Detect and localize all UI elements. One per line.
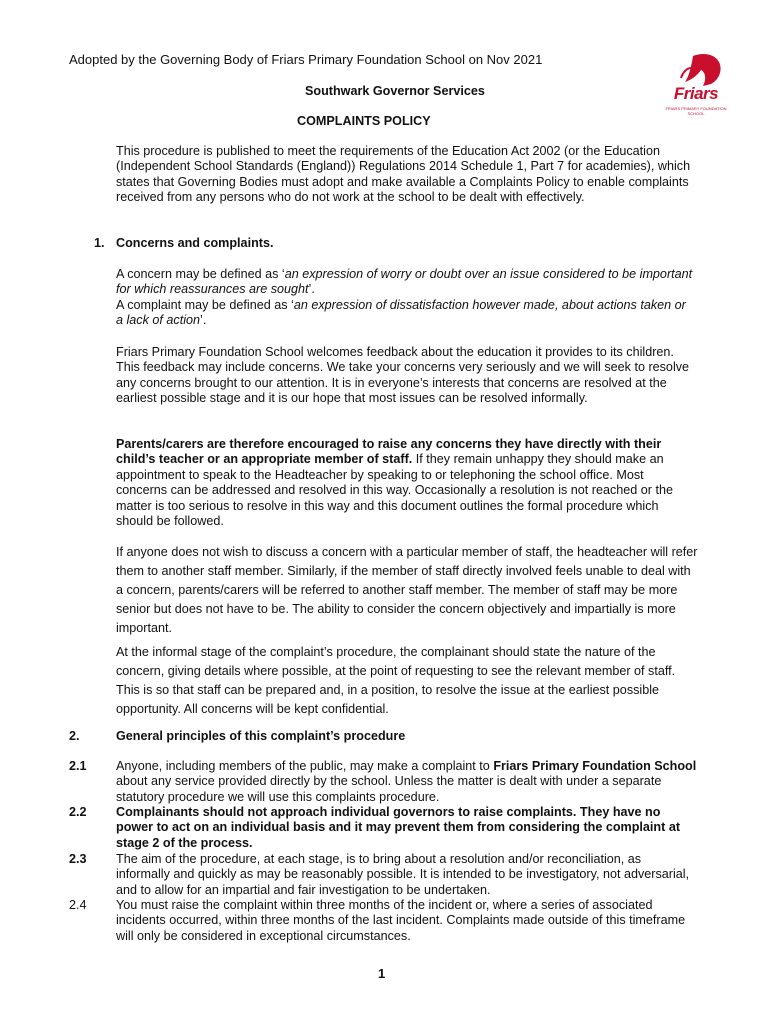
section-2-number: 2. <box>69 729 80 743</box>
section-1-heading: Concerns and complaints. <box>116 236 274 250</box>
parents-paragraph: Parents/carers are therefore encouraged to raise any concerns they have directly with their child’s teacher or an appropriate member of staff. If they remain unhappy they should make an appointment to speak to the Headteacher by speaking to or telephoning the school office. Most concerns can be addressed and resolved in this way. Occasionally a resolution is not reached or the matter is too serious to resolve in this way and this document outlines the formal procedure which should be followed. <box>116 437 674 529</box>
item-2-4-number: 2.4 <box>69 898 87 912</box>
concern-definition: A concern may be defined as ‘an expression of worry or doubt over an issue considered to be important for which reassurances are sought’. A complaint may be defined as ‘an expression of dissatisfaction however made, about actions taken or a lack of action’. <box>116 267 693 328</box>
page-title: COMPLAINTS POLICY <box>297 114 431 128</box>
school-logo <box>663 50 733 120</box>
welcome-paragraph: Friars Primary Foundation School welcomes feedback about the education it provides to its children. This feedback may include concerns. We take your concerns very seriously and we will seek to resolve any concerns brought to our attention. It is in everyone’s interests that concerns are resolved at the earliest possible stage and it is our hope that most issues can be resolved informally. <box>116 345 690 406</box>
item-2-1-number: 2.1 <box>69 759 87 773</box>
item-2-2-number: 2.2 <box>69 805 87 819</box>
item-2-3-text: The aim of the procedure, at each stage, is to bring about a resolution and/or reconciliation, as informally and quickly as may be reasonably possible. It is intended to be investigatory, not adversarial, and to allow for an impartial and fair investigation to be undertaken. <box>116 852 690 897</box>
logo-subtitle: FRIARS PRIMARY FOUNDATION SCHOOL <box>665 106 727 116</box>
discuss-paragraph: If anyone does not wish to discuss a concern with a particular member of staff, the headteacher will refer them to another staff member. Similarly, if the member of staff directly involved feels unable to deal with a concern, parents/carers will be referred to another staff member. The member of staff may be more senior but does not have to be. The ability to consider the concern objectively and impartially is more important. <box>116 545 698 635</box>
section-1-number: 1. <box>94 236 105 250</box>
logo-wordmark: Friars <box>673 84 719 103</box>
item-2-4-text: You must raise the complaint within three months of the incident or, where a series of associated incidents occurred, within three months of the last incident. Complaints made outside of this timeframe will only be considered in exceptional circumstances. <box>116 898 686 943</box>
informal-paragraph: At the informal stage of the complaint’s procedure, the complainant should state the nature of the concern, giving details where possible, at the point of requesting to see the relevant member of staff. This is so that staff can be prepared and, in a position, to resolve the issue at the earliest possible opportunity. All concerns will be kept confidential. <box>116 645 676 716</box>
intro-paragraph: This procedure is published to meet the requirements of the Education Act 2002 (or the Education (Independent School Standards (England)) Regulations 2014 Schedule 1, Part 7 for academies), which states that Governing Bodies must adopt and make available a Complaints Policy to enable complaints received from any persons who do not work at the school to be dealt with effectively. <box>116 144 691 205</box>
item-2-1-text: Anyone, including members of the public, may make a complaint to Friars Primary Foundation School about any service provided directly by the school. Unless the matter is dealt with under a separate statutory procedure we will use this complaints procedure. <box>116 759 697 804</box>
page-number: 1 <box>378 966 386 981</box>
item-2-2-text: Complainants should not approach individual governors to raise complaints. They have no power to act on an individual basis and it may prevent them from considering the complaint at stage 2 of the process. <box>116 805 681 850</box>
adopted-line: Adopted by the Governing Body of Friars Primary Foundation School on Nov 2021 <box>69 52 543 67</box>
section-2-heading: General principles of this complaint’s procedure <box>116 729 406 743</box>
org-name: Southwark Governor Services <box>305 84 485 98</box>
item-2-3-number: 2.3 <box>69 852 87 866</box>
